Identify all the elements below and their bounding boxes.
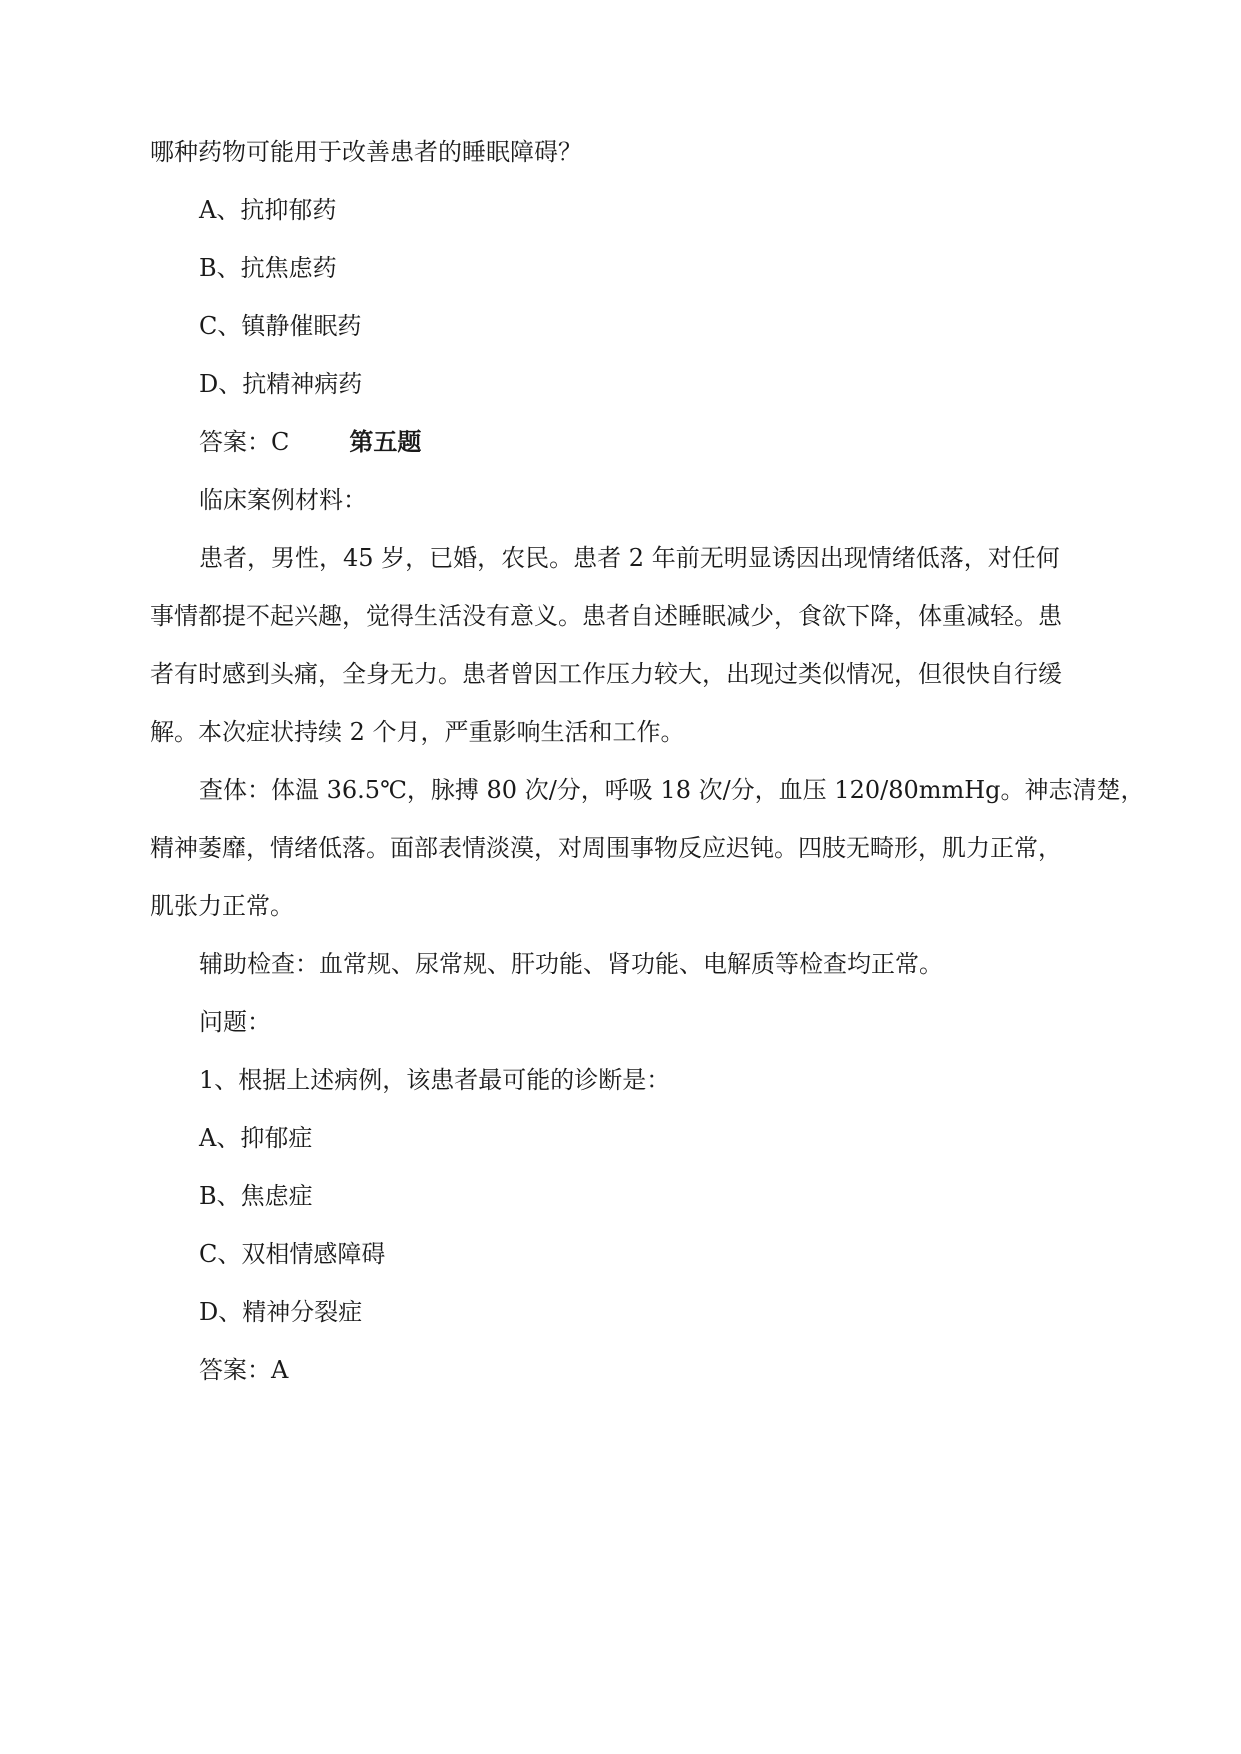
q4-option-c: C、镇静催眠药 xyxy=(199,312,362,340)
q5-case-line-2: 事情都提不起兴趣，觉得生活没有意义。患者自述睡眠减少，食欲下降，体重减轻。患 xyxy=(150,602,1062,630)
q5-exam-line-3: 肌张力正常。 xyxy=(150,892,294,920)
q5-aux-exam: 辅助检查：血常规、尿常规、肝功能、肾功能、电解质等检查均正常。 xyxy=(199,950,943,978)
q5-case-line-3: 者有时感到头痛，全身无力。患者曾因工作压力较大，出现过类似情况，但很快自行缓 xyxy=(150,660,1062,688)
q5-option-a: A、抑郁症 xyxy=(199,1124,313,1152)
q5-title: 第五题 xyxy=(349,428,422,456)
q5-material-label: 临床案例材料： xyxy=(199,486,367,514)
q5-case-line-1: 患者，男性，45 岁，已婚，农民。患者 2 年前无明显诱因出现情绪低落，对任何 xyxy=(199,544,1060,572)
q4-answer-row xyxy=(199,426,421,458)
q4-stem: 哪种药物可能用于改善患者的睡眠障碍？ xyxy=(150,138,582,166)
q5-answer: 答案：A xyxy=(199,1356,289,1384)
q4-answer: 答案：C xyxy=(199,428,290,456)
q5-option-c: C、双相情感障碍 xyxy=(199,1240,386,1268)
q5-exam-line-1: 查体：体温 36.5℃，脉搏 80 次/分，呼吸 18 次/分，血压 120/80mmHg。神志清楚， xyxy=(199,776,1145,804)
q5-option-d: D、精神分裂症 xyxy=(199,1298,363,1326)
q4-option-b: B、抗焦虑药 xyxy=(199,254,337,282)
q5-question-label: 问题： xyxy=(199,1008,271,1036)
q4-option-d: D、抗精神病药 xyxy=(199,370,363,398)
q5-case-line-4: 解。本次症状持续 2 个月，严重影响生活和工作。 xyxy=(150,718,685,746)
q5-option-b: B、焦虑症 xyxy=(199,1182,313,1210)
q4-option-a: A、抗抑郁药 xyxy=(199,196,337,224)
q5-exam-line-2: 精神萎靡，情绪低落。面部表情淡漠，对周围事物反应迟钝。四肢无畸形，肌力正常， xyxy=(150,834,1062,862)
q5-question-1: 1、根据上述病例，该患者最可能的诊断是： xyxy=(199,1066,671,1094)
